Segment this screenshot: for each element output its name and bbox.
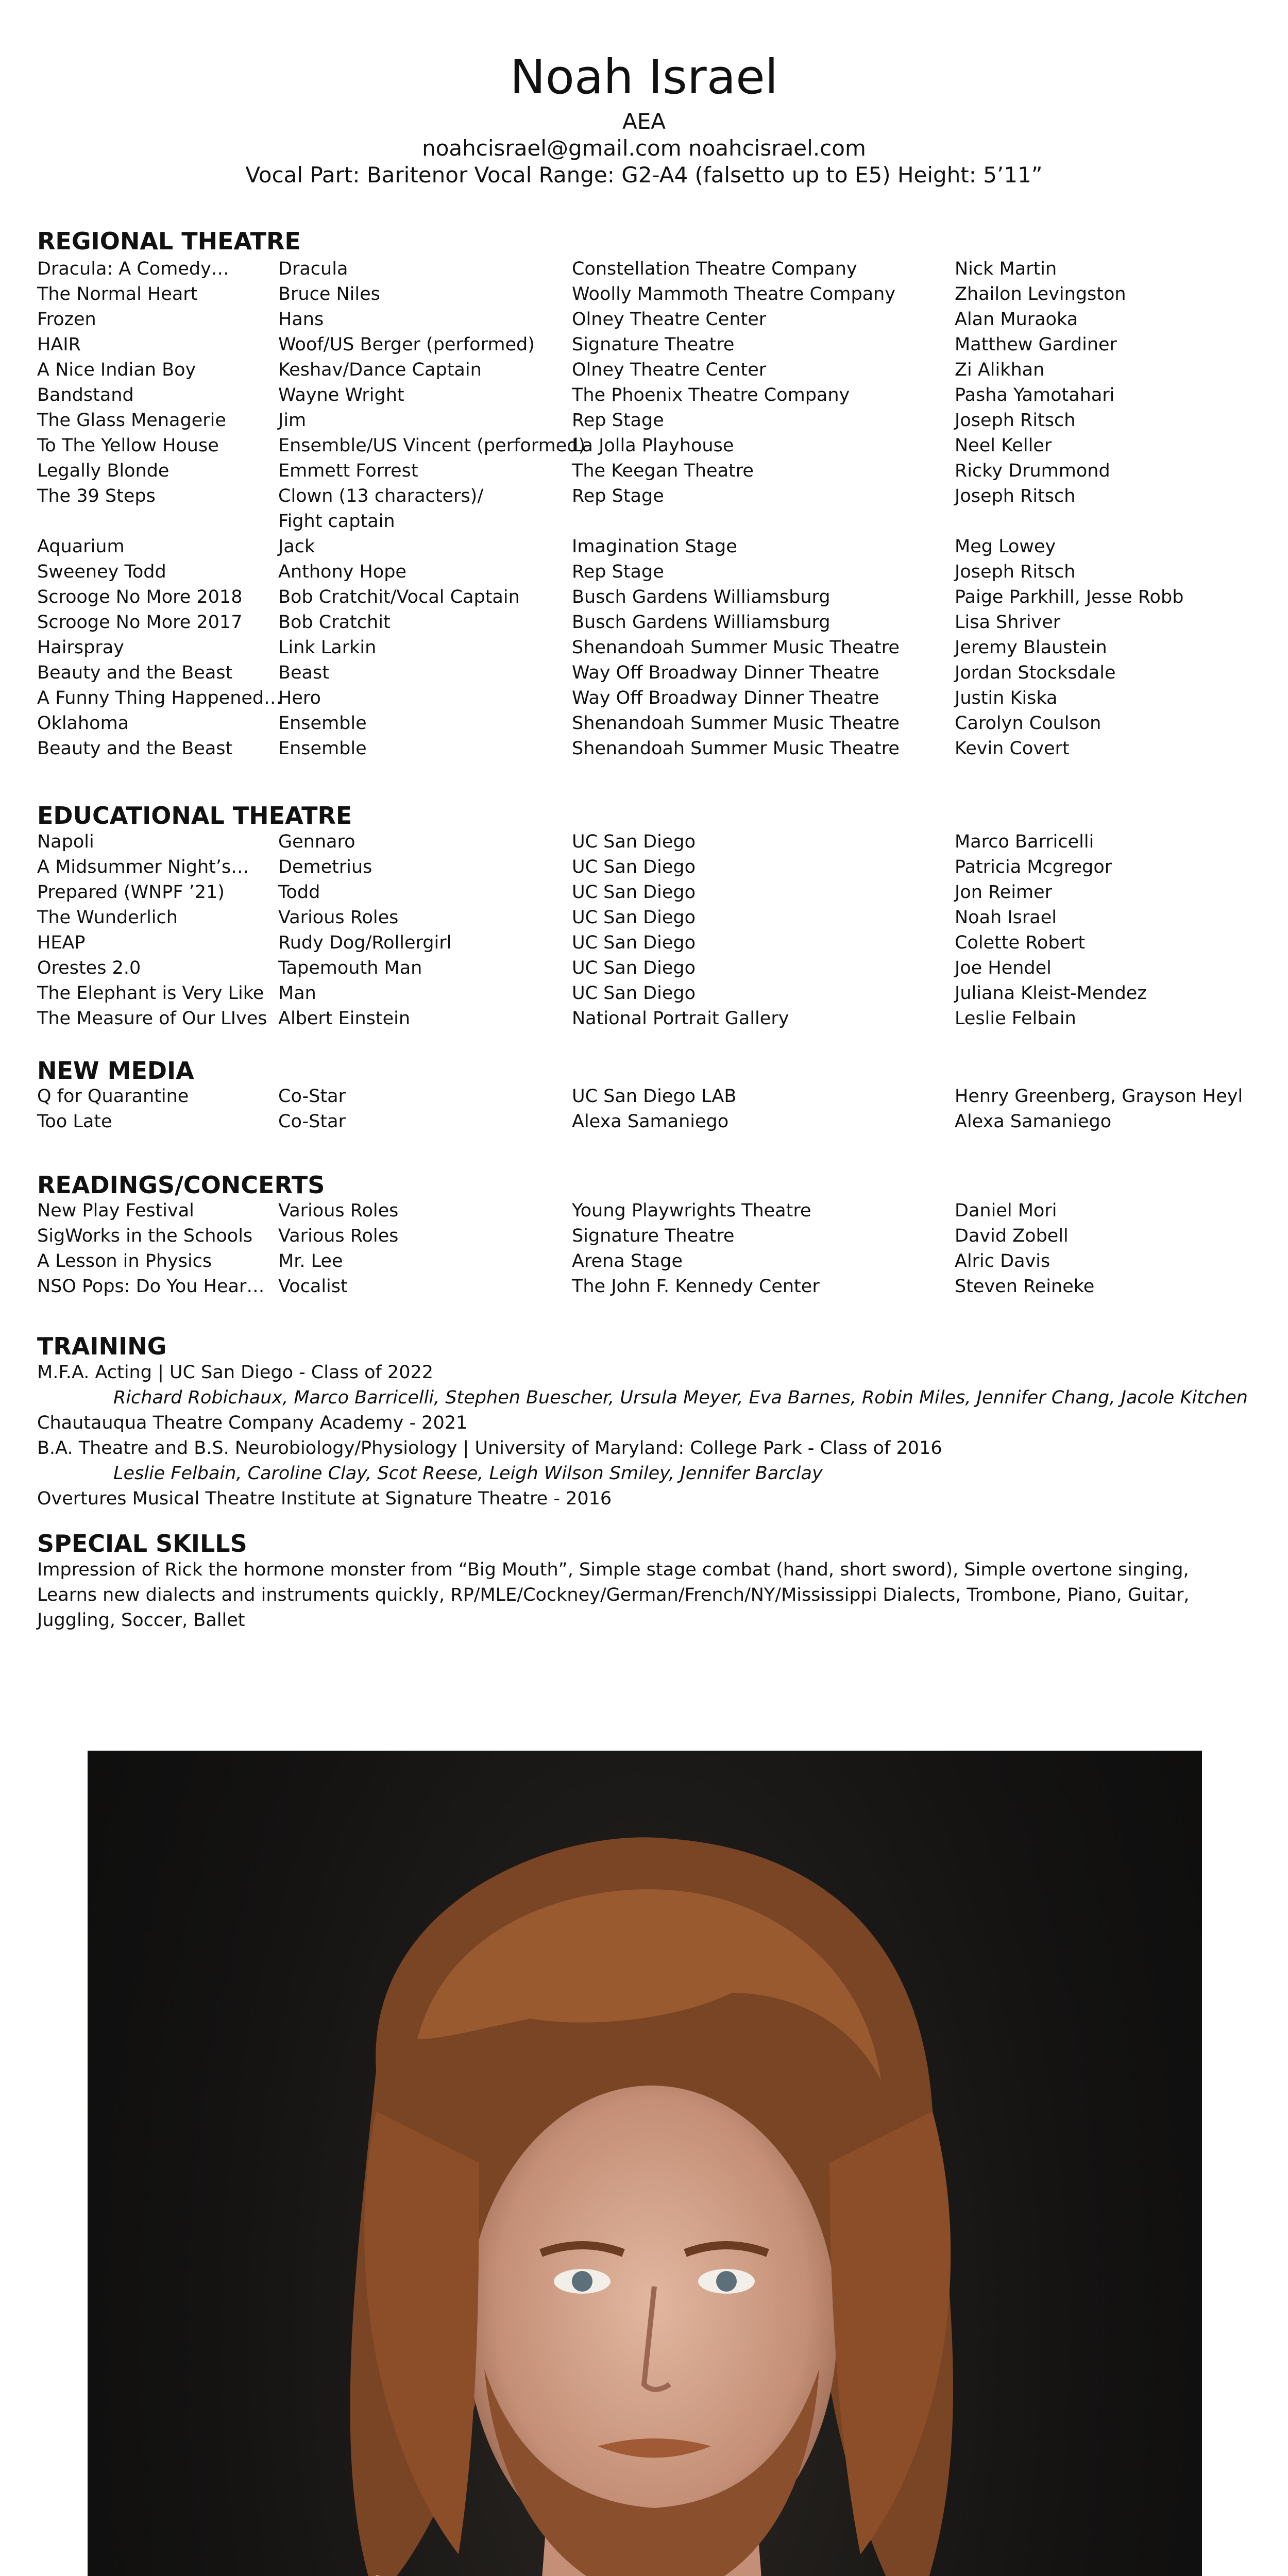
production-title: New Play Festival	[37, 1200, 194, 1221]
role: Bruce Niles	[278, 284, 380, 304]
venue: Signature Theatre	[572, 334, 735, 355]
credit-row	[0, 880, 1288, 905]
credit-row	[0, 307, 1288, 332]
credit-row	[0, 1109, 1288, 1134]
director: Steven Reineke	[955, 1276, 1095, 1297]
credit-row	[0, 610, 1288, 635]
role: Clown (13 characters)/	[278, 486, 484, 506]
credit-row	[0, 1274, 1288, 1299]
credit-row	[0, 433, 1288, 459]
credit-row	[0, 981, 1288, 1006]
role: Rudy Dog/Rollergirl	[278, 933, 452, 953]
training-line: M.F.A. Acting | UC San Diego - Class of 2022	[37, 1362, 434, 1383]
section-title-new-media: NEW MEDIA	[37, 1057, 194, 1084]
director: Noah Israel	[955, 907, 1057, 928]
director: Justin Kiska	[955, 688, 1058, 708]
venue: UC San Diego	[572, 882, 696, 903]
venue: UC San Diego	[572, 933, 696, 953]
role: Fight captain	[278, 511, 395, 532]
production-title: Too Late	[37, 1111, 112, 1132]
director: Alexa Samaniego	[955, 1111, 1112, 1132]
venue: Imagination Stage	[572, 536, 737, 557]
venue: Young Playwrights Theatre	[572, 1200, 811, 1221]
special-skills-text: Impression of Rick the hormone monster from “Big Mouth”, Simple stage combat (hand, short sword), Simple overtone singing, Learns new dialects and instruments quickly, RP/MLE/Cockney/German/French/NY/Mississippi Dialects, Trombone, Piano, Guitar, Juggling, Soccer, Ballet	[37, 1560, 1190, 1631]
venue: Constellation Theatre Company	[572, 259, 857, 279]
role: Hero	[278, 688, 321, 708]
director: David Zobell	[955, 1226, 1069, 1246]
venue: Shenandoah Summer Music Theatre	[572, 637, 900, 658]
production-title: The Wunderlich	[37, 907, 178, 928]
role: Link Larkin	[278, 637, 377, 658]
role: Keshav/Dance Captain	[278, 360, 482, 380]
production-title: Q for Quarantine	[37, 1086, 189, 1107]
role: Hans	[278, 309, 324, 330]
role: Wayne Wright	[278, 385, 404, 405]
venue: UC San Diego	[572, 907, 696, 928]
role: Albert Einstein	[278, 1008, 411, 1029]
credit-row	[0, 686, 1288, 711]
production-title: The Measure of Our LIves	[37, 1008, 267, 1029]
director: Joe Hendel	[955, 958, 1052, 978]
director: Meg Lowey	[955, 536, 1056, 557]
actor-name: Noah Israel	[510, 49, 778, 105]
role: Demetrius	[278, 857, 372, 877]
production-title: A Funny Thing Happened…	[37, 688, 282, 708]
venue: Olney Theatre Center	[572, 360, 767, 380]
section-title-educational: EDUCATIONAL THEATRE	[37, 802, 352, 829]
production-title: HEAP	[37, 933, 86, 953]
role: Tapemouth Man	[278, 958, 422, 978]
union-affiliation: AEA	[622, 109, 666, 134]
headshot-photo	[88, 1751, 1202, 2576]
role: Mr. Lee	[278, 1251, 343, 1272]
production-title: Prepared (WNPF ’21)	[37, 882, 225, 903]
credit-row	[0, 1084, 1288, 1109]
production-title: SigWorks in the Schools	[37, 1226, 253, 1246]
production-title: A Nice Indian Boy	[37, 360, 196, 380]
role: Dracula	[278, 259, 348, 279]
section-title-training: TRAINING	[37, 1332, 167, 1360]
production-title: Oklahoma	[37, 713, 129, 734]
venue: National Portrait Gallery	[572, 1008, 789, 1029]
production-title: Frozen	[37, 309, 96, 330]
director: Lisa Shriver	[955, 612, 1061, 633]
role: Todd	[278, 882, 320, 903]
venue: La Jolla Playhouse	[572, 435, 734, 456]
director: Joseph Ritsch	[955, 486, 1076, 506]
director: Leslie Felbain	[955, 1008, 1076, 1029]
section-title-regional: REGIONAL THEATRE	[37, 227, 301, 255]
venue: The Keegan Theatre	[572, 461, 754, 481]
production-title: Beauty and the Beast	[37, 738, 233, 759]
director: Kevin Covert	[955, 738, 1070, 759]
credit-row	[0, 956, 1288, 981]
director: Matthew Gardiner	[955, 334, 1117, 355]
venue: UC San Diego	[572, 958, 696, 978]
production-title: A Lesson in Physics	[37, 1251, 212, 1272]
role: Co-Star	[278, 1111, 346, 1132]
director: Patricia Mcgregor	[955, 857, 1112, 877]
venue: Busch Gardens Williamsburg	[572, 587, 831, 607]
director: Zhailon Levingston	[955, 284, 1126, 304]
production-title: The Glass Menagerie	[37, 410, 226, 431]
credit-row	[0, 358, 1288, 383]
credit-row	[0, 257, 1288, 282]
role: Man	[278, 983, 316, 1004]
production-title: To The Yellow House	[37, 435, 219, 456]
venue: Way Off Broadway Dinner Theatre	[572, 688, 879, 708]
credit-row	[0, 282, 1288, 307]
director: Neel Keller	[955, 435, 1052, 456]
credit-row	[0, 534, 1288, 560]
venue: Woolly Mammoth Theatre Company	[572, 284, 896, 304]
director: Carolyn Coulson	[955, 713, 1101, 734]
credit-row	[0, 1249, 1288, 1274]
credit-row	[0, 635, 1288, 660]
credit-row	[0, 905, 1288, 930]
credit-row	[0, 484, 1288, 509]
role: Anthony Hope	[278, 562, 406, 582]
role: Bob Cratchit/Vocal Captain	[278, 587, 520, 607]
venue: Rep Stage	[572, 486, 664, 506]
credit-row	[0, 660, 1288, 686]
director: Jordan Stocksdale	[955, 663, 1116, 683]
credit-row	[0, 585, 1288, 610]
venue: Olney Theatre Center	[572, 309, 767, 330]
venue: The John F. Kennedy Center	[572, 1276, 820, 1297]
role: Various Roles	[278, 1200, 399, 1221]
credit-row	[0, 711, 1288, 736]
director: Ricky Drummond	[955, 461, 1110, 481]
credit-row	[0, 930, 1288, 956]
role: Jim	[278, 410, 307, 431]
role: Various Roles	[278, 1226, 399, 1246]
director: Zi Alikhan	[955, 360, 1045, 380]
role: Vocalist	[278, 1276, 348, 1297]
venue: UC San Diego	[572, 857, 696, 877]
contact-info: noahcisrael@gmail.com noahcisrael.com	[422, 135, 866, 161]
production-title: A Midsummer Night’s…	[37, 857, 249, 877]
role: Ensemble	[278, 713, 367, 734]
credit-row	[0, 509, 1288, 534]
role: Jack	[278, 536, 315, 557]
director: Marco Barricelli	[955, 832, 1094, 852]
role: Ensemble/US Vincent (performed)	[278, 435, 586, 456]
credit-row	[0, 560, 1288, 585]
credit-row	[0, 1224, 1288, 1249]
role: Woof/US Berger (performed)	[278, 334, 535, 355]
training-teachers-line: Leslie Felbain, Caroline Clay, Scot Reese, Leigh Wilson Smiley, Jennifer Barclay	[113, 1463, 823, 1484]
venue: UC San Diego	[572, 983, 696, 1004]
director: Pasha Yamotahari	[955, 385, 1115, 405]
director: Henry Greenberg, Grayson Heyl	[955, 1086, 1243, 1107]
venue: Alexa Samaniego	[572, 1111, 729, 1132]
production-title: The 39 Steps	[37, 486, 156, 506]
venue: Busch Gardens Williamsburg	[572, 612, 831, 633]
role: Ensemble	[278, 738, 367, 759]
production-title: HAIR	[37, 334, 81, 355]
production-title: Orestes 2.0	[37, 958, 141, 978]
venue: Signature Theatre	[572, 1226, 735, 1246]
credit-row	[0, 736, 1288, 761]
production-title: Dracula: A Comedy…	[37, 259, 229, 279]
production-title: Aquarium	[37, 536, 125, 557]
role: Beast	[278, 663, 329, 683]
venue: Arena Stage	[572, 1251, 683, 1272]
training-line: Overtures Musical Theatre Institute at Signature Theatre - 2016	[37, 1488, 612, 1509]
venue: Rep Stage	[572, 410, 664, 431]
production-title: Hairspray	[37, 637, 124, 658]
credit-row	[0, 1006, 1288, 1031]
credit-row	[0, 829, 1288, 855]
director: Daniel Mori	[955, 1200, 1057, 1221]
venue: Shenandoah Summer Music Theatre	[572, 713, 900, 734]
production-title: NSO Pops: Do You Hear…	[37, 1276, 265, 1297]
production-title: Scrooge No More 2017	[37, 612, 243, 633]
training-line: Chautauqua Theatre Company Academy - 2021	[37, 1413, 468, 1433]
venue: Shenandoah Summer Music Theatre	[572, 738, 900, 759]
venue: UC San Diego	[572, 832, 696, 852]
training-line: B.A. Theatre and B.S. Neurobiology/Physiology | University of Maryland: College Park - Class of 2016	[37, 1438, 942, 1459]
production-title: The Normal Heart	[37, 284, 198, 304]
director: Nick Martin	[955, 259, 1057, 279]
director: Alan Muraoka	[955, 309, 1078, 330]
credit-row	[0, 1198, 1288, 1224]
training-teachers-line: Richard Robichaux, Marco Barricelli, Stephen Buescher, Ursula Meyer, Eva Barnes, Robin Miles, Jennifer Chang, Jacole Kitchen	[113, 1387, 1248, 1408]
director: Colette Robert	[955, 933, 1086, 953]
vocal-info: Vocal Part: Baritenor Vocal Range: G2-A4 (falsetto up to E5) Height: 5’11”	[245, 162, 1043, 188]
production-title: Bandstand	[37, 385, 134, 405]
role: Emmett Forrest	[278, 461, 418, 481]
production-title: Sweeney Todd	[37, 562, 166, 582]
credit-row	[0, 855, 1288, 880]
director: Juliana Kleist-Mendez	[955, 983, 1147, 1004]
director: Alric Davis	[955, 1251, 1050, 1272]
venue: The Phoenix Theatre Company	[572, 385, 850, 405]
production-title: Legally Blonde	[37, 461, 170, 481]
role: Bob Cratchit	[278, 612, 391, 633]
credit-row	[0, 408, 1288, 433]
production-title: Scrooge No More 2018	[37, 587, 243, 607]
production-title: The Elephant is Very Like	[37, 983, 264, 1004]
director: Paige Parkhill, Jesse Robb	[955, 587, 1184, 607]
credit-row	[0, 459, 1288, 484]
director: Joseph Ritsch	[955, 562, 1076, 582]
credit-row	[0, 332, 1288, 358]
role: Various Roles	[278, 907, 399, 928]
production-title: Beauty and the Beast	[37, 663, 233, 683]
role: Gennaro	[278, 832, 355, 852]
director: Jeremy Blaustein	[955, 637, 1107, 658]
venue: Rep Stage	[572, 562, 664, 582]
director: Joseph Ritsch	[955, 410, 1076, 431]
role: Co-Star	[278, 1086, 346, 1107]
section-title-skills: SPECIAL SKILLS	[37, 1530, 247, 1557]
venue: UC San Diego LAB	[572, 1086, 737, 1107]
resume-header	[0, 46, 1288, 189]
section-title-readings: READINGS/CONCERTS	[37, 1171, 325, 1199]
credit-row	[0, 383, 1288, 408]
production-title: Napoli	[37, 832, 94, 852]
headshot-illustration	[88, 1751, 1202, 2576]
venue: Way Off Broadway Dinner Theatre	[572, 663, 879, 683]
director: Jon Reimer	[955, 882, 1053, 903]
